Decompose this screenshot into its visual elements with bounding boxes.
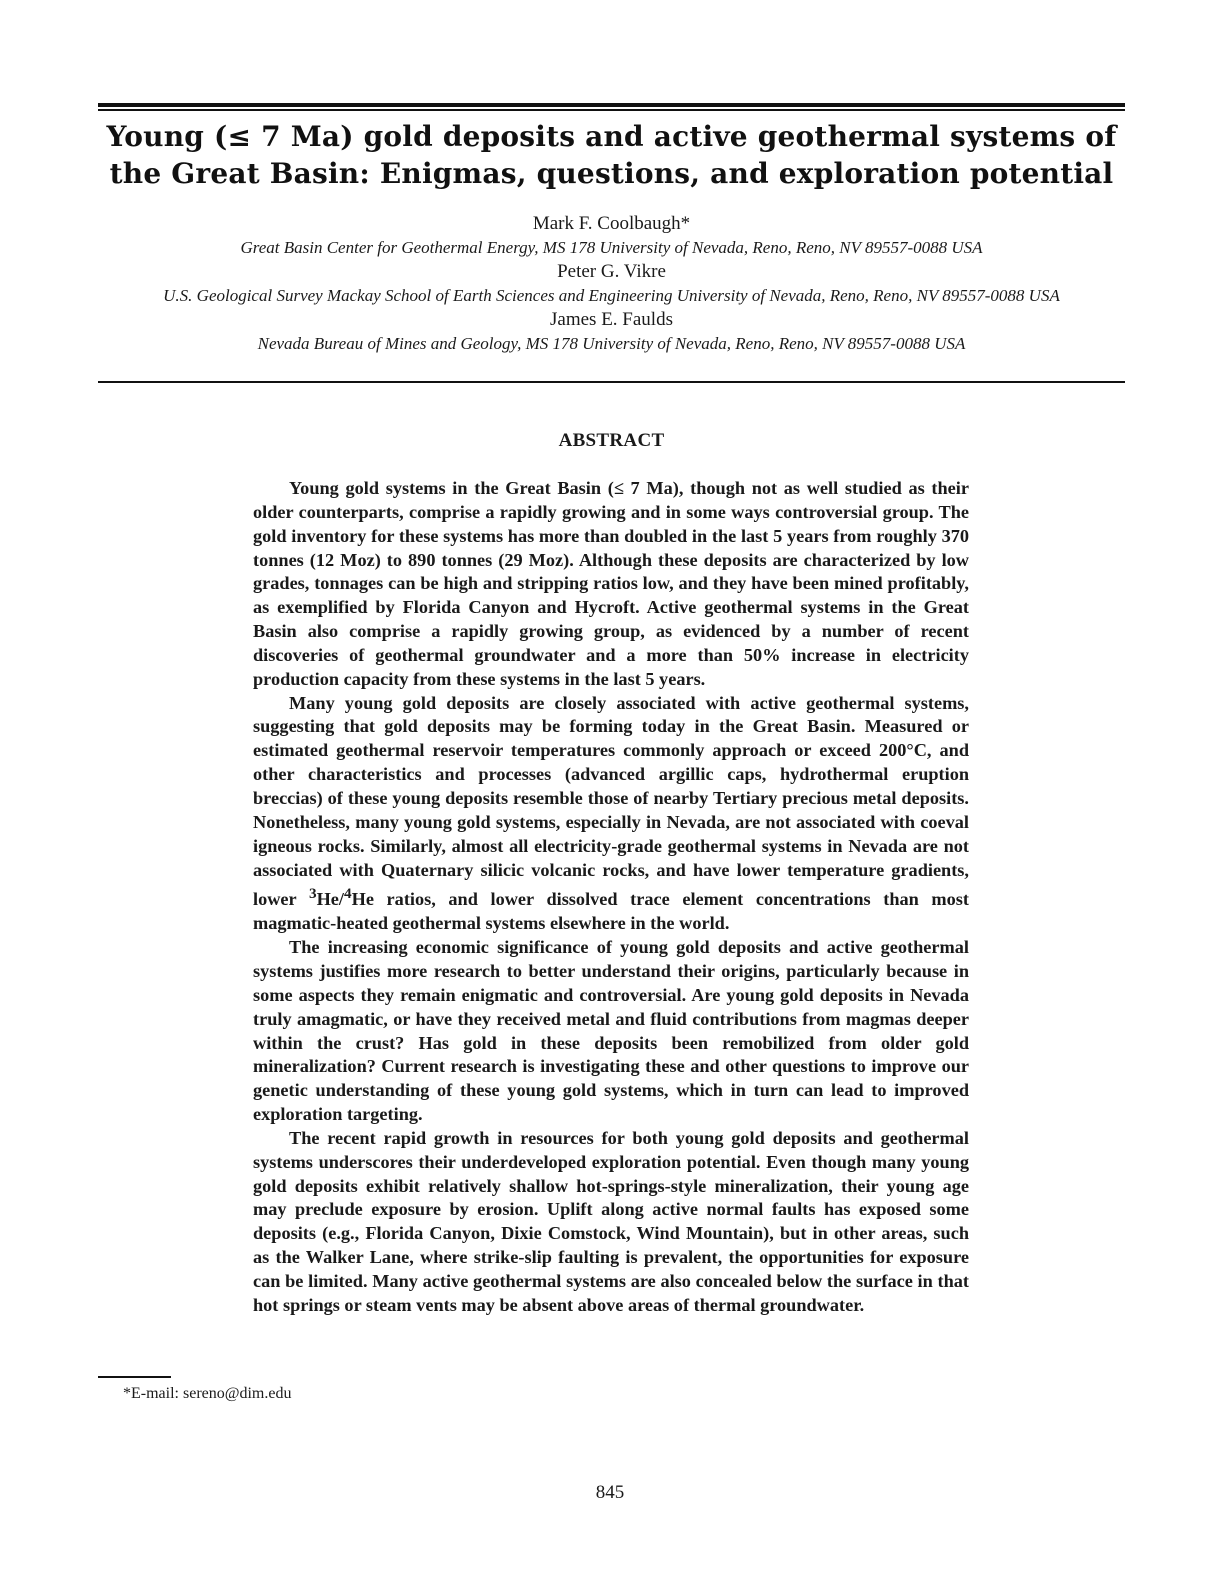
abstract-text: He ratios, and lower dissolved trace element concentrations than most magmatic-heated geothermal systems elsewhere in the world.: [253, 889, 969, 934]
author-block: [98, 212, 1125, 356]
footnote-rule: [98, 1376, 171, 1378]
section-divider: [98, 381, 1125, 383]
abstract-body: [253, 477, 969, 1318]
abstract-paragraph: Young gold systems in the Great Basin (≤ 7 Ma), though not as well studied as their older counterparts, comprise a rapidly growing and in some ways controversial group. The gold inventory for these systems has more than doubled in the last 5 years from roughly 370 tonnes (12 Moz) to 890 tonnes (29 Moz). Although these deposits are characterized by low grades, tonnages can be high and stripping ratios low, and they have been mined profitably, as exemplified by Florida Canyon and Hycroft. Active geothermal systems in the Great Basin also comprise a rapidly growing group, as evidenced by a number of recent discoveries of geothermal groundwater and a more than 50% increase in electricity production capacity from these systems in the last 5 years.: [253, 478, 969, 689]
header-rule-thick: [98, 103, 1125, 107]
paper-title: Young (≤ 7 Ma) gold deposits and active geothermal systems of the Great Basin: Enigmas, questions, and exploration potential: [106, 120, 1117, 190]
header-rule-thin: [98, 109, 1125, 111]
superscript-isotope: 3: [308, 885, 317, 903]
page-number: 845: [595, 1482, 625, 1503]
footnote-email: *E-mail: sereno@dim.edu: [123, 1385, 292, 1402]
abstract-paragraph: The increasing economic significance of young gold deposits and active geothermal systems justifies more research to better understand their origins, particularly because in some aspects they remain enigmatic and controversial. Are young gold deposits in Nevada truly amagmatic, or have they received metal and fluid contributions from magmas deeper within the crust? Has gold in these deposits been remobilized from older gold mineralization? Current research is investigating these and other questions to improve our genetic understanding of these young gold systems, which in turn can lead to improved exploration targeting.: [253, 937, 969, 1125]
author-affiliation: Great Basin Center for Geothermal Energy, MS 178 University of Nevada, Reno, Reno, NV 89557-0088 USA: [240, 238, 983, 257]
abstract-text: He/: [316, 889, 344, 910]
author-name: James E. Faulds: [550, 309, 673, 330]
author-affiliation: Nevada Bureau of Mines and Geology, MS 178 University of Nevada, Reno, Reno, NV 89557-0088 USA: [257, 334, 966, 353]
author-name: Mark F. Coolbaugh*: [532, 213, 691, 234]
abstract-heading: ABSTRACT: [558, 430, 665, 451]
superscript-isotope: 4: [343, 885, 352, 903]
abstract-paragraph: The recent rapid growth in resources for both young gold deposits and geothermal systems underscores their underdeveloped exploration potential. Even though many young gold deposits exhibit relatively shallow hot-springs-style mineralization, their young age may preclude exposure by erosion. Uplift along active normal faults has exposed some deposits (e.g., Florida Canyon, Dixie Comstock, Wind Mountain), but in other areas, such as the Walker Lane, where strike-slip faulting is prevalent, the opportunities for exposure can be limited. Many active geothermal systems are also concealed below the surface in that hot springs or steam vents may be absent above areas of thermal groundwater.: [253, 1127, 969, 1315]
abstract-paragraph: [253, 692, 969, 937]
author-affiliation: U.S. Geological Survey Mackay School of Earth Sciences and Engineering University of Nevada, Reno, Reno, NV 89557-0088 USA: [163, 286, 1060, 305]
author-name: Peter G. Vikre: [557, 261, 666, 282]
abstract-text: Many young gold deposits are closely associated with active geothermal systems, suggesting that gold deposits may be forming today in the Great Basin. Measured or estimated geothermal reservoir temperatures commonly approach or exceed 200°C, and other characteristics and processes (advanced argillic caps, hydrothermal eruption breccias) of these young deposits resemble those of nearby Tertiary precious metal deposits. Nonetheless, many young gold systems, especially in Nevada, are not associated with coeval igneous rocks. Similarly, almost all electricity-grade geothermal systems in Nevada are not associated with Quaternary silicic volcanic rocks, and have lower temperature gradients, lower: [253, 692, 969, 910]
